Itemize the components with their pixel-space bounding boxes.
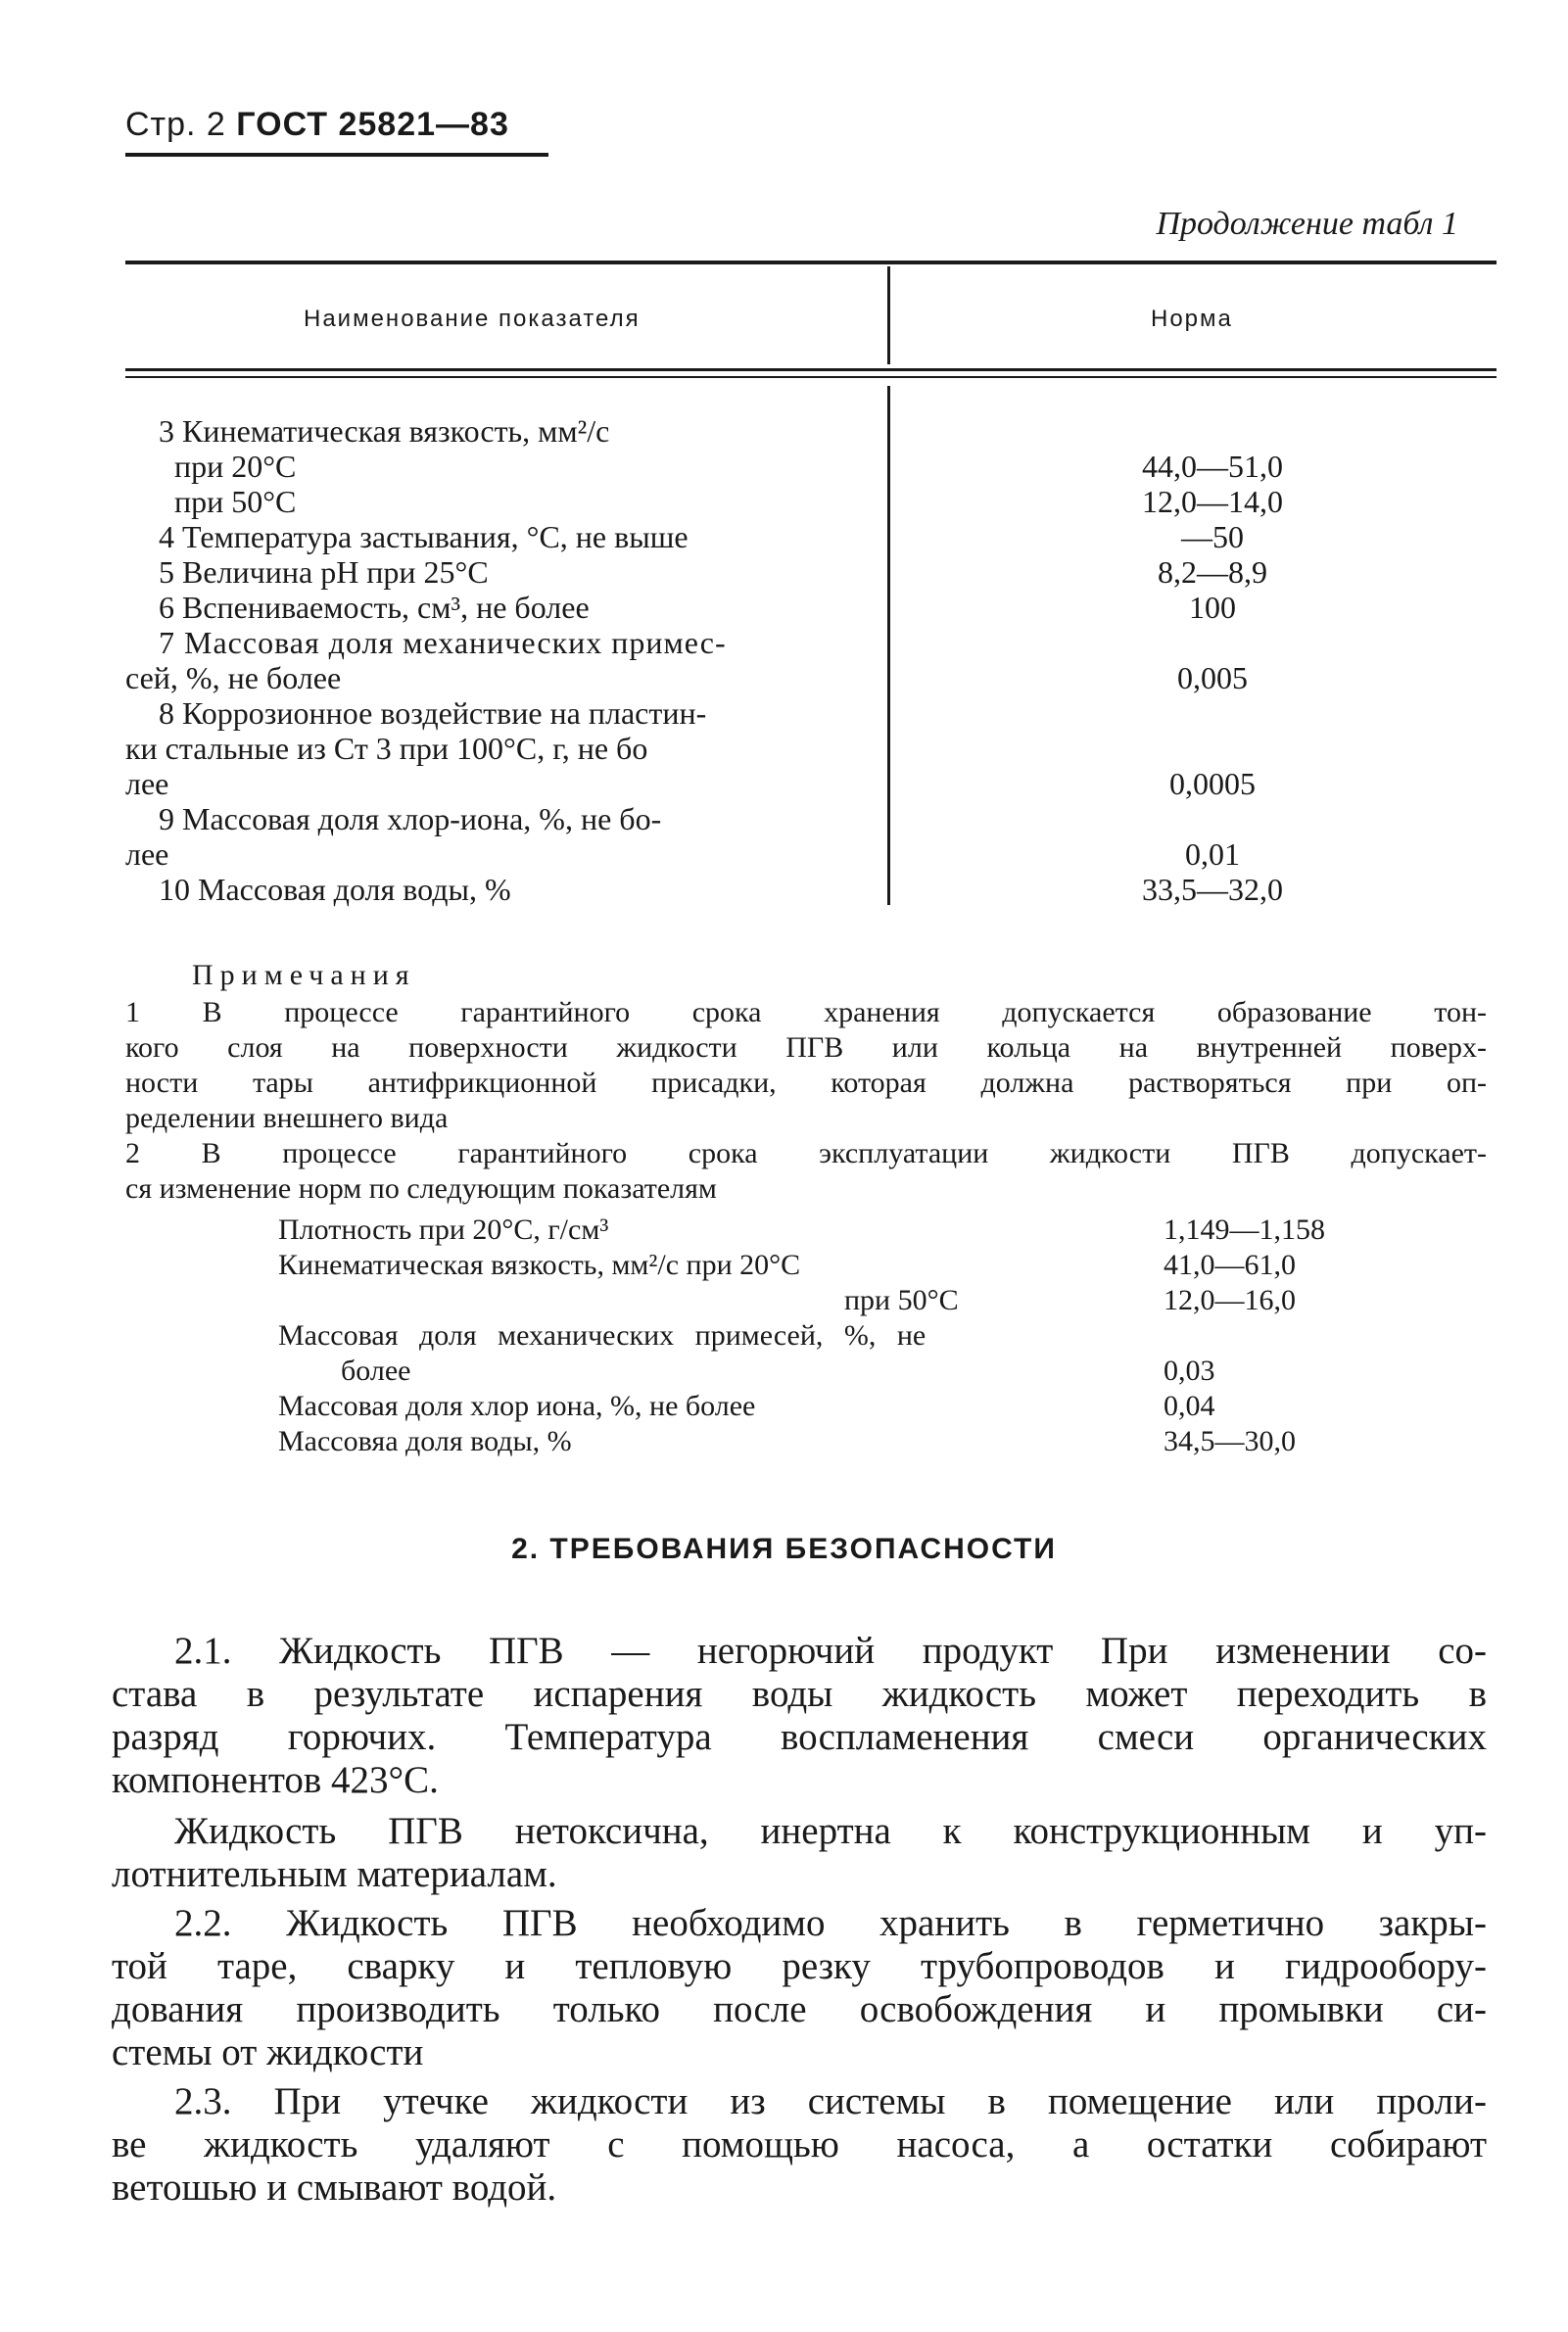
- table-value-ph: 8,2—8,9: [1158, 554, 1267, 590]
- table-continuation-label: Продолжение табл 1: [1156, 206, 1458, 242]
- note-item-impurities-cont: более: [341, 1355, 411, 1387]
- section-para-2-1-line-1: 2.1. Жидкость ПГВ — негорючий продукт При изменении со-: [174, 1630, 1487, 1672]
- note-2-line-2: ся изменение норм по следующим показателям: [125, 1172, 717, 1205]
- table-body-divider: [887, 386, 890, 905]
- table-row-10: 10 Массовая доля воды, %: [159, 872, 511, 907]
- note-item-impurities: Массовая доля механических примесей, %, не: [278, 1319, 927, 1352]
- table-row-3: 3 Кинематическая вязкость, мм²/с: [159, 413, 610, 449]
- note-item-water: Массовяа доля воды, %: [278, 1425, 572, 1457]
- table-row-4: 4 Температура застывания, °С, не выше: [159, 519, 689, 554]
- table-row-8-end: лее: [125, 766, 169, 801]
- section-para-2-1-line-4: компонентов 423°С.: [112, 1759, 439, 1801]
- table-row-7-cont: сей, %, не более: [125, 660, 342, 695]
- table-value-viscosity-50c: 12,0—14,0: [1142, 484, 1283, 519]
- note-value-viscosity-50c: 12,0—16,0: [1164, 1284, 1296, 1316]
- table-value-pour-point: —50: [1181, 519, 1244, 554]
- section-para-2-2-line-4: стемы от жидкости: [112, 2031, 424, 2073]
- table-header-divider: [887, 266, 890, 364]
- section-para-toxicity-line-1: Жидкость ПГВ нетоксична, инертна к конструкционным и уп-: [174, 1810, 1487, 1852]
- table-header-rule-second: [125, 376, 1497, 378]
- note-item-density: Плотность при 20°С, г/см³: [278, 1214, 609, 1246]
- section-para-2-1-line-2: става в результате испарения воды жидкость может переходить в: [112, 1673, 1487, 1715]
- table-value-foaming: 100: [1189, 590, 1236, 625]
- table-row-8-cont: ки стальные из Ст 3 при 100°С, г, не бо: [125, 731, 648, 766]
- table-row-3-20c: при 20°С: [174, 449, 297, 484]
- table-row-9: 9 Массовая доля хлор-иона, %, не бо-: [159, 801, 662, 836]
- page-number: Стр. 2: [125, 106, 226, 143]
- note-value-viscosity-20c: 41,0—61,0: [1164, 1249, 1296, 1281]
- section-para-2-3-line-1: 2.3. При утечке жидкости из системы в помещение или проли-: [174, 2080, 1487, 2122]
- note-1-line-1: 1 В процессе гарантийного срока хранения допускается образование тон-: [125, 996, 1487, 1028]
- section-para-2-2-line-2: той таре, сварку и тепловую резку трубопроводов и гидрообору-: [112, 1945, 1487, 1987]
- table-value-chloride: 0,01: [1185, 836, 1240, 872]
- note-value-water: 34,5—30,0: [1164, 1425, 1296, 1457]
- section-title: 2. ТРЕБОВАНИЯ БЕЗОПАСНОСТИ: [511, 1533, 1057, 1565]
- column-header-name: Наименование показателя: [304, 306, 641, 332]
- section-para-toxicity-line-2: лотнительным материалам.: [112, 1853, 557, 1895]
- table-value-corrosion: 0,0005: [1169, 766, 1256, 801]
- column-header-norm: Норма: [1151, 306, 1233, 332]
- table-value-impurities: 0,005: [1177, 660, 1248, 695]
- section-para-2-3-line-3: ветошью и смывают водой.: [112, 2166, 557, 2209]
- table-top-rule: [125, 261, 1497, 264]
- note-item-viscosity: Кинематическая вязкость, мм²/с при 20°С: [278, 1249, 801, 1281]
- section-para-2-3-line-2: ве жидкость удаляют с помощью насоса, а остатки собирают: [112, 2123, 1487, 2165]
- note-1-line-4: ределении внешнего вида: [125, 1102, 449, 1134]
- header-underline: [125, 153, 548, 157]
- table-row-6: 6 Вспениваемость, см³, не более: [159, 590, 590, 625]
- note-1-line-2: кого слоя на поверхности жидкости ПГВ или кольца на внутренней поверх-: [125, 1031, 1487, 1064]
- note-value-chloride: 0,04: [1164, 1390, 1215, 1422]
- table-value-viscosity-20c: 44,0—51,0: [1142, 449, 1283, 484]
- table-value-water: 33,5—32,0: [1142, 872, 1283, 907]
- table-row-7: 7 Массовая доля механических примес-: [159, 625, 727, 660]
- note-1-line-3: ности тары антифрикционной присадки, которая должна растворяться при оп-: [125, 1067, 1487, 1099]
- table-row-9-end: лее: [125, 836, 169, 872]
- table-header-rule: [125, 368, 1497, 371]
- section-para-2-2-line-1: 2.2. Жидкость ПГВ необходимо хранить в герметично закры-: [174, 1902, 1487, 1944]
- note-item-chloride: Массовая доля хлор иона, %, не более: [278, 1390, 756, 1422]
- table-row-5: 5 Величина рН при 25°С: [159, 554, 489, 590]
- note-item-viscosity-50c: при 50°С: [844, 1284, 959, 1316]
- table-row-3-50c: при 50°С: [174, 484, 297, 519]
- notes-title: Примечания: [192, 959, 416, 991]
- page-header: [125, 106, 509, 144]
- note-value-density: 1,149—1,158: [1164, 1214, 1325, 1246]
- section-para-2-1-line-3: разряд горючих. Температура воспламенения смеси органических: [112, 1716, 1487, 1758]
- table-row-8: 8 Коррозионное воздействие на пластин-: [159, 695, 707, 731]
- standard-number: ГОСТ 25821—83: [236, 106, 509, 143]
- note-2-line-1: 2 В процессе гарантийного срока эксплуатации жидкости ПГВ допускает-: [125, 1137, 1487, 1169]
- section-para-2-2-line-3: дования производить только после освобождения и промывки си-: [112, 1988, 1487, 2030]
- note-value-impurities: 0,03: [1164, 1355, 1215, 1387]
